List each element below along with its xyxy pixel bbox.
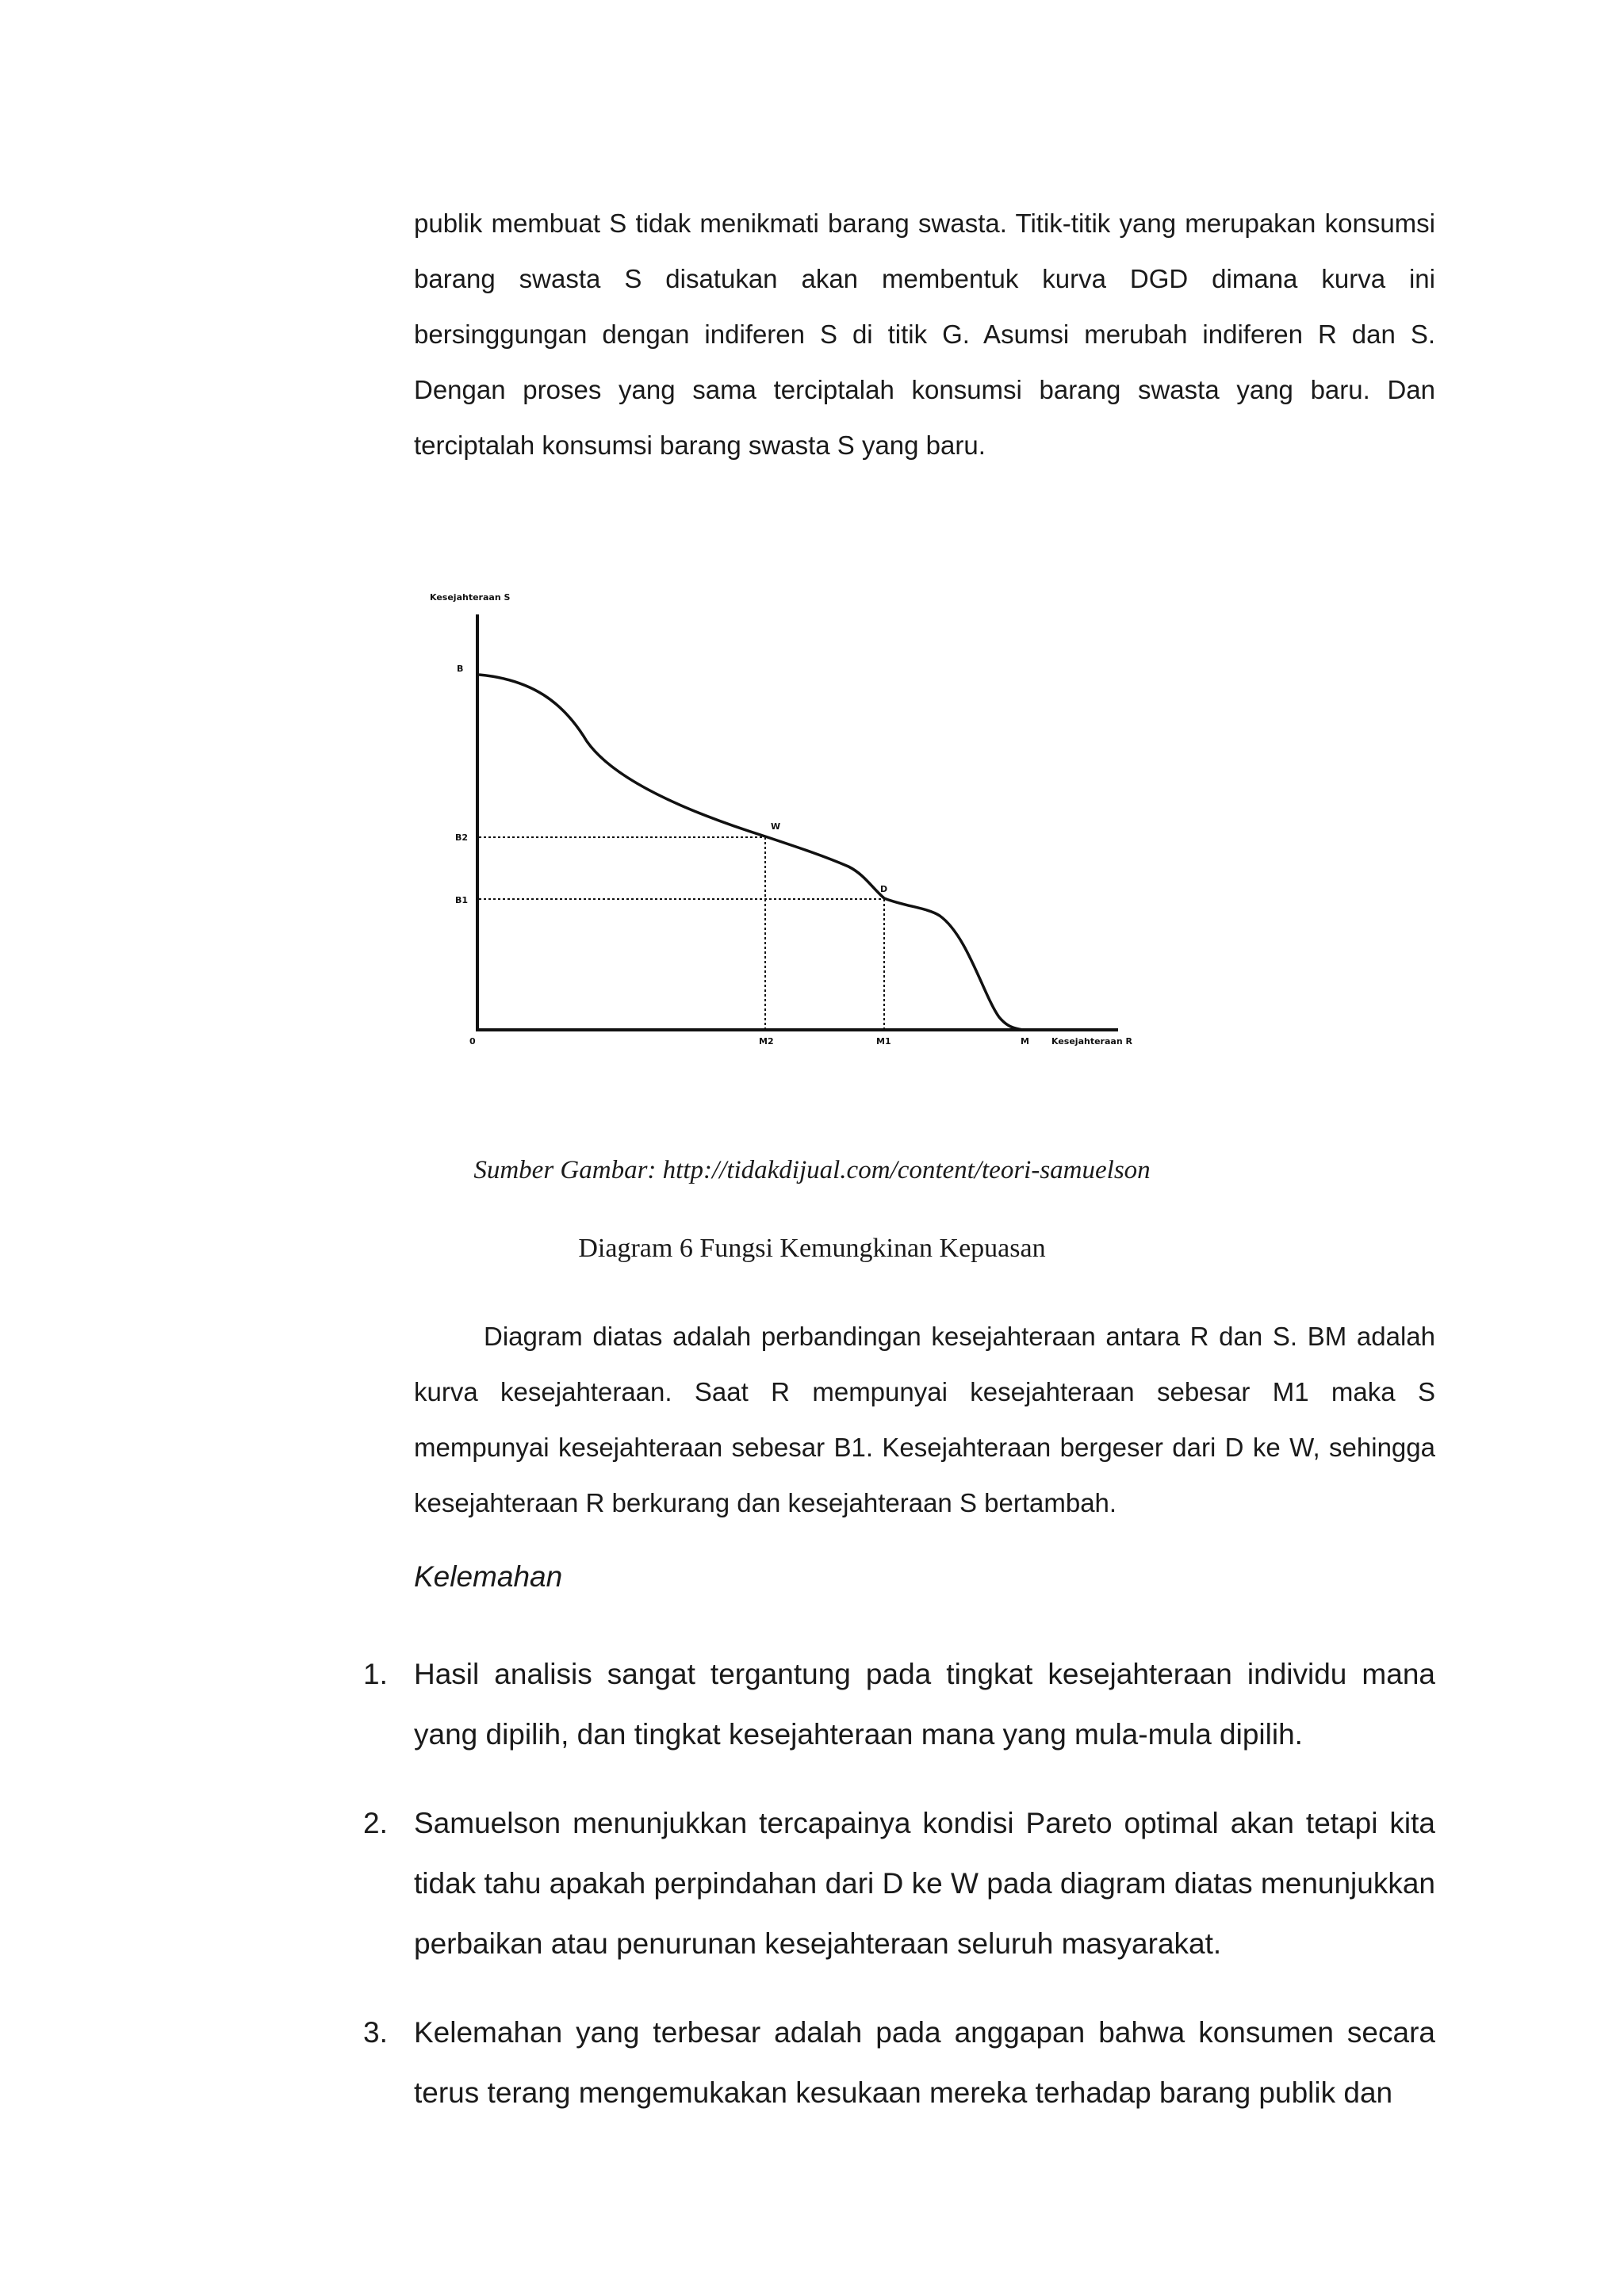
figure-caption: Diagram 6 Fungsi Kemungkinan Kepuasan: [578, 1234, 1046, 1263]
x-axis-label: Kesejahteraan R: [1051, 1036, 1132, 1047]
diagram-svg: [420, 583, 1166, 1058]
utility-possibility-diagram: [420, 583, 1166, 1058]
origin-label: 0: [469, 1036, 476, 1047]
section-heading-kelemahan: Kelemahan: [414, 1560, 563, 1593]
figure-source: Sumber Gambar: http://tidakdijual.com/content/teori-samuelson: [473, 1156, 1151, 1184]
label-m1: M1: [876, 1036, 891, 1047]
y-axis-label: Kesejahteraan S: [430, 592, 511, 603]
label-b1: B1: [455, 895, 469, 905]
list-number: 3.: [363, 2016, 388, 2049]
list-text: Hasil analisis sangat tergantung pada tingkat kesejahteraan individu mana yang dipilih, dan tingkat kesejahteraan mana yang mula-mula dipilih.: [414, 1658, 1435, 1751]
list-number: 2.: [363, 1807, 388, 1839]
list-text: Kelemahan yang terbesar adalah pada anggapan bahwa konsumen secara terus terang mengemukakan kesukaan mereka terhadap barang publik dan: [414, 2016, 1435, 2109]
list-number: 1.: [363, 1658, 388, 1690]
list-text: Samuelson menunjukkan tercapainya kondisi Pareto optimal akan tetapi kita tidak tahu apakah perpindahan dari D ke W pada diagram diatas menunjukkan perbaikan atau penurunan kesejahteraan seluruh masyarakat.: [414, 1807, 1435, 1960]
label-b2: B2: [455, 832, 469, 843]
welfare-curve: [479, 675, 1023, 1030]
label-w: W: [771, 821, 781, 832]
label-m2: M2: [759, 1036, 774, 1047]
label-d: D: [880, 884, 888, 894]
label-b: B: [457, 664, 464, 674]
paragraph-top: publik membuat S tidak menikmati barang swasta. Titik-titik yang merupakan konsumsi barang swasta S disatukan akan membentuk kurva DGD dimana kurva ini bersinggungan dengan indiferen S di titik G. Asumsi merubah indiferen R dan S. Dengan proses yang sama terciptalah konsumsi barang swasta yang baru. Dan terciptalah konsumsi barang swasta S yang baru.: [414, 209, 1435, 460]
label-m: M: [1021, 1036, 1029, 1047]
paragraph-after-diagram: Diagram diatas adalah perbandingan kesejahteraan antara R dan S. BM adalah kurva kesejahteraan. Saat R mempunyai kesejahteraan sebesar M1 maka S mempunyai kesejahteraan sebesar B1. Kesejahteraan bergeser dari D ke W, sehingga kesejahteraan R berkurang dan kesejahteraan S bertambah.: [414, 1322, 1435, 1517]
